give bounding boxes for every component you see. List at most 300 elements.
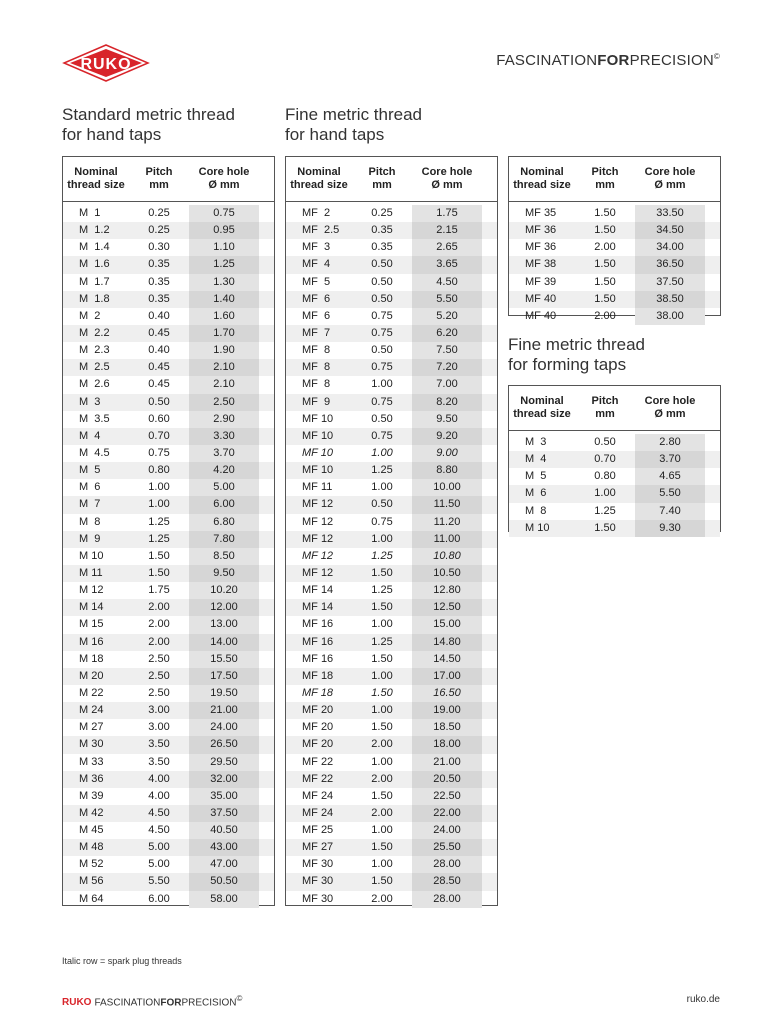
header-line: Ø mm (654, 179, 686, 191)
header-line: thread size (290, 179, 348, 191)
cell-core: 3.65 (412, 256, 482, 273)
table-row (286, 719, 497, 736)
cell-pitch: 2.00 (371, 738, 393, 751)
table-row (63, 668, 274, 685)
cell-size: M 11 (79, 566, 103, 579)
cell-pitch: 1.00 (371, 618, 393, 631)
cell-size: M 48 (79, 841, 104, 854)
cell-core: 8.20 (412, 394, 482, 411)
cell-pitch: 0.70 (594, 453, 616, 466)
table-row (509, 256, 720, 273)
cell-core: 2.80 (635, 434, 705, 451)
cell-size: MF 14 (302, 584, 334, 597)
table-row (63, 616, 274, 633)
cell-core: 36.50 (635, 256, 705, 273)
cell-pitch: 1.50 (594, 207, 616, 219)
cell-pitch: 1.25 (371, 584, 393, 597)
header-line: Pitch (368, 166, 396, 178)
cell-size: M 2 (79, 309, 101, 322)
footnote: Italic row = spark plug threads (62, 956, 182, 966)
table-row (286, 599, 497, 616)
table-header (509, 386, 720, 431)
table-row (63, 342, 274, 359)
title-line: for hand taps (285, 125, 385, 144)
cell-pitch: 6.00 (148, 892, 170, 905)
cell-pitch: 2.00 (594, 309, 616, 322)
table-row (286, 736, 497, 753)
cell-size: MF 10 (302, 429, 334, 442)
cell-size: M 27 (79, 721, 104, 734)
cell-core: 14.00 (189, 634, 259, 651)
table-row (63, 788, 274, 805)
cell-size: M 6 (79, 481, 101, 494)
cell-pitch: 0.50 (371, 275, 393, 288)
cell-core: 1.70 (189, 325, 259, 342)
fine-thread-large-table (508, 156, 721, 322)
cell-core: 24.00 (412, 822, 482, 839)
cell-core: 5.50 (412, 291, 482, 308)
table-row (63, 359, 274, 376)
cell-size: MF 40 (525, 292, 557, 305)
table-row (63, 274, 274, 291)
title-line: Fine metric thread (508, 335, 645, 354)
column-header-nominal (286, 157, 352, 201)
footer-logo: RUKO (62, 997, 92, 1009)
cell-pitch: 0.40 (148, 344, 170, 357)
cell-size: M 10 (525, 521, 550, 534)
table-row (63, 291, 274, 308)
cell-core: 40.50 (189, 822, 259, 839)
table-row (286, 771, 497, 788)
cell-core: 47.00 (189, 856, 259, 873)
cell-core: 16.50 (412, 685, 482, 702)
cell-size: M 10 (79, 549, 104, 562)
cell-core: 10.50 (412, 565, 482, 582)
footer-slogan-part1: FASCINATION (94, 997, 161, 1009)
cell-size: MF 30 (302, 858, 334, 871)
cell-size: M 16 (79, 635, 104, 648)
table-row (63, 479, 274, 496)
cell-pitch: 0.30 (148, 241, 170, 254)
cell-core: 22.50 (412, 788, 482, 805)
cell-size: MF 12 (302, 532, 334, 545)
cell-core: 0.95 (189, 222, 259, 239)
table-row (509, 239, 720, 256)
table-row (509, 308, 720, 325)
cell-core: 14.80 (412, 634, 482, 651)
cell-core: 5.00 (189, 479, 259, 496)
table-row (286, 514, 497, 531)
table-row (286, 479, 497, 496)
cell-size: MF 10 (302, 412, 334, 425)
cell-size: M 1 (79, 207, 101, 219)
cell-size: M 2.2 (79, 326, 110, 339)
cell-size: MF 9 (302, 395, 331, 408)
cell-size: M 33 (79, 755, 104, 768)
cell-size: M 1.4 (79, 241, 110, 254)
cell-core: 1.90 (189, 342, 259, 359)
cell-size: MF 16 (302, 635, 334, 648)
table-row (63, 222, 274, 239)
cell-pitch: 5.50 (148, 875, 170, 888)
column-header-core (635, 157, 705, 201)
cell-core: 15.00 (412, 616, 482, 633)
cell-core: 13.00 (189, 616, 259, 633)
cell-pitch: 0.45 (148, 378, 170, 391)
table-row (63, 394, 274, 411)
cell-pitch: 1.00 (148, 481, 170, 494)
table-row (509, 468, 720, 485)
cell-size: M 45 (79, 824, 104, 837)
cell-pitch: 2.00 (371, 806, 393, 819)
cell-size: M 18 (79, 652, 104, 665)
column-header-pitch (129, 157, 189, 201)
cell-core: 1.60 (189, 308, 259, 325)
table-row (63, 651, 274, 668)
table-row (509, 205, 720, 222)
cell-core: 11.50 (412, 496, 482, 513)
cell-pitch: 0.45 (148, 326, 170, 339)
header-line: thread size (513, 179, 571, 191)
header-line: Ø mm (431, 179, 463, 191)
cell-size: M 14 (79, 601, 104, 614)
logo-text: RUKO (80, 56, 132, 73)
table-row (286, 788, 497, 805)
header-line: Core hole (421, 166, 473, 178)
cell-core: 2.65 (412, 239, 482, 256)
cell-pitch: 1.25 (371, 635, 393, 648)
table-row (286, 256, 497, 273)
column-header-core (635, 386, 705, 430)
cell-core: 6.00 (189, 496, 259, 513)
cell-pitch: 0.70 (148, 429, 170, 442)
cell-pitch: 0.35 (148, 258, 170, 271)
cell-size: M 1.8 (79, 292, 110, 305)
cell-pitch: 0.25 (148, 224, 170, 237)
table-row (286, 308, 497, 325)
table-header (509, 157, 720, 202)
cell-core: 3.70 (635, 451, 705, 468)
cell-size: MF 12 (302, 549, 333, 562)
cell-size: MF 24 (302, 806, 334, 819)
header-line: Core hole (644, 395, 696, 407)
column-header-core (412, 157, 482, 201)
cell-core: 9.00 (412, 445, 482, 462)
cell-core: 11.20 (412, 514, 482, 531)
table-row (286, 222, 497, 239)
cell-pitch: 2.00 (371, 892, 393, 905)
header-line: mm (595, 408, 615, 420)
cell-size: MF 36 (525, 241, 557, 254)
cell-size: MF 20 (302, 704, 334, 717)
cell-size: MF 6 (302, 292, 331, 305)
cell-size: M 3.5 (79, 412, 110, 425)
cell-core: 43.00 (189, 839, 259, 856)
header-line: mm (149, 179, 169, 191)
cell-core: 1.30 (189, 274, 259, 291)
table-row (63, 891, 274, 908)
table-row (286, 496, 497, 513)
table-row (63, 325, 274, 342)
cell-core: 9.30 (635, 520, 705, 537)
cell-size: MF 4 (302, 258, 331, 271)
cell-pitch: 0.35 (148, 292, 170, 305)
cell-core: 25.50 (412, 839, 482, 856)
cell-pitch: 1.75 (148, 584, 170, 597)
cell-pitch: 0.75 (371, 429, 393, 442)
cell-size: MF 40 (525, 309, 557, 322)
cell-size: MF 10 (302, 464, 334, 477)
cell-pitch: 1.50 (371, 686, 393, 699)
footer-brand (62, 994, 242, 1008)
cell-size: M 5 (79, 464, 101, 477)
cell-size: M 4 (79, 429, 101, 442)
cell-pitch: 1.50 (371, 789, 393, 802)
cell-core: 38.00 (635, 308, 705, 325)
table-row (286, 634, 497, 651)
column-header-pitch (575, 386, 635, 430)
header-line: mm (595, 179, 615, 191)
table-row (63, 514, 274, 531)
cell-pitch: 3.50 (148, 738, 170, 751)
cell-core: 7.20 (412, 359, 482, 376)
table-row (286, 651, 497, 668)
header-line: Ø mm (654, 408, 686, 420)
cell-size: MF 12 (302, 515, 334, 528)
cell-size: MF 12 (302, 498, 334, 511)
column-header-nominal (63, 157, 129, 201)
table-row (286, 531, 497, 548)
cell-pitch: 1.00 (371, 532, 393, 545)
header-line: Pitch (591, 166, 619, 178)
cell-pitch: 5.00 (148, 841, 170, 854)
table-row (286, 428, 497, 445)
table-row (286, 582, 497, 599)
cell-size: MF 18 (302, 669, 334, 682)
cell-core: 20.50 (412, 771, 482, 788)
table-row (63, 685, 274, 702)
header-line: Core hole (198, 166, 250, 178)
cell-size: MF 16 (302, 618, 334, 631)
standard-section-title (62, 105, 235, 145)
table-row (286, 342, 497, 359)
cell-size: M 1.7 (79, 275, 110, 288)
table-row (63, 565, 274, 582)
cell-core: 8.80 (412, 462, 482, 479)
table-row (63, 719, 274, 736)
cell-core: 5.50 (635, 485, 705, 502)
cell-core: 18.50 (412, 719, 482, 736)
cell-pitch: 3.50 (148, 755, 170, 768)
table-row (509, 274, 720, 291)
table-row (63, 462, 274, 479)
table-row (286, 822, 497, 839)
cell-pitch: 0.80 (594, 470, 616, 483)
cell-size: MF 7 (302, 326, 331, 339)
table-row (63, 822, 274, 839)
table-row (63, 771, 274, 788)
cell-pitch: 1.00 (371, 704, 393, 717)
header-line: Pitch (591, 395, 619, 407)
slogan-part1: FASCINATION (496, 52, 598, 69)
cell-pitch: 0.35 (148, 275, 170, 288)
cell-size: M 64 (79, 892, 104, 905)
website-link[interactable]: ruko.de (686, 994, 720, 1005)
table-row (63, 634, 274, 651)
cell-pitch: 2.00 (594, 241, 616, 254)
cell-size: MF 22 (302, 772, 334, 785)
cell-pitch: 4.00 (148, 772, 170, 785)
cell-pitch: 2.00 (148, 601, 170, 614)
cell-pitch: 0.50 (371, 498, 393, 511)
cell-pitch: 1.50 (594, 258, 616, 271)
cell-pitch: 0.75 (371, 326, 393, 339)
cell-size: M 8 (525, 504, 547, 517)
cell-pitch: 2.50 (148, 686, 170, 699)
table-row (286, 359, 497, 376)
table-row (286, 702, 497, 719)
cell-pitch: 1.50 (148, 566, 170, 579)
cell-core: 6.20 (412, 325, 482, 342)
cell-core: 28.00 (412, 891, 482, 908)
cell-core: 7.50 (412, 342, 482, 359)
cell-pitch: 0.60 (148, 412, 170, 425)
cell-size: M 42 (79, 806, 104, 819)
cell-pitch: 0.50 (594, 436, 616, 448)
cell-core: 6.80 (189, 514, 259, 531)
cell-pitch: 1.50 (594, 224, 616, 237)
cell-core: 58.00 (189, 891, 259, 908)
table-row (286, 616, 497, 633)
cell-pitch: 1.50 (594, 292, 616, 305)
cell-pitch: 4.50 (148, 824, 170, 837)
table-row (63, 736, 274, 753)
table-row (286, 291, 497, 308)
cell-size: M 39 (79, 789, 104, 802)
cell-pitch: 4.00 (148, 789, 170, 802)
table-row (286, 805, 497, 822)
column-header-nominal (509, 157, 575, 201)
table-row (286, 873, 497, 890)
table-row (63, 702, 274, 719)
cell-core: 34.00 (635, 239, 705, 256)
cell-pitch: 1.25 (594, 504, 616, 517)
cell-size: M 3 (525, 436, 547, 448)
cell-pitch: 0.25 (148, 207, 170, 219)
cell-pitch: 3.00 (148, 721, 170, 734)
cell-size: M 30 (79, 738, 104, 751)
slogan-part3: PRECISION (629, 52, 714, 69)
table-row (63, 411, 274, 428)
title-line: Fine metric thread (285, 105, 422, 124)
cell-pitch: 0.25 (371, 207, 393, 219)
table-row (286, 239, 497, 256)
cell-size: MF 30 (302, 892, 334, 905)
cell-size: M 12 (79, 584, 104, 597)
cell-size: MF 16 (302, 652, 334, 665)
table-row (286, 394, 497, 411)
table-row (286, 856, 497, 873)
cell-pitch: 1.00 (594, 487, 616, 500)
cell-core: 10.80 (412, 548, 482, 565)
cell-pitch: 0.35 (371, 224, 393, 237)
cell-pitch: 1.50 (371, 566, 393, 579)
cell-core: 12.50 (412, 599, 482, 616)
cell-size: MF 8 (302, 344, 331, 357)
table-row (63, 599, 274, 616)
header-line: Nominal (74, 166, 118, 178)
cell-size: M 1.2 (79, 224, 110, 237)
cell-size: MF 14 (302, 601, 334, 614)
cell-size: M 36 (79, 772, 104, 785)
cell-size: M 8 (79, 515, 101, 528)
cell-size: MF 27 (302, 841, 334, 854)
table-row (63, 805, 274, 822)
cell-size: MF 11 (302, 481, 333, 494)
cell-pitch: 0.35 (371, 241, 393, 254)
header-line: Ø mm (208, 179, 240, 191)
column-header-pitch (575, 157, 635, 201)
table-row (509, 291, 720, 308)
cell-pitch: 1.25 (371, 549, 393, 562)
cell-size: M 2.5 (79, 361, 110, 374)
cell-size: M 6 (525, 487, 547, 500)
table-row (63, 754, 274, 771)
column-header-nominal (509, 386, 575, 430)
header-line: Nominal (520, 395, 564, 407)
header-line: thread size (67, 179, 125, 191)
cell-size: MF 38 (525, 258, 557, 271)
table-row (63, 496, 274, 513)
cell-size: MF 8 (302, 361, 331, 374)
cell-pitch: 0.50 (371, 412, 393, 425)
cell-core: 29.50 (189, 754, 259, 771)
cell-core: 3.70 (189, 445, 259, 462)
table-row (286, 754, 497, 771)
cell-core: 2.15 (412, 222, 482, 239)
title-line: for forming taps (508, 355, 627, 374)
cell-pitch: 3.00 (148, 704, 170, 717)
cell-pitch: 2.50 (148, 669, 170, 682)
header-line: thread size (513, 408, 571, 420)
cell-core: 5.20 (412, 308, 482, 325)
cell-core: 15.50 (189, 651, 259, 668)
slogan (496, 52, 720, 69)
cell-pitch: 1.50 (148, 549, 170, 562)
cell-size: MF 6 (302, 309, 331, 322)
cell-core: 35.00 (189, 788, 259, 805)
cell-pitch: 0.75 (371, 515, 393, 528)
cell-core: 2.90 (189, 411, 259, 428)
cell-size: MF 30 (302, 875, 334, 888)
cell-size: MF 10 (302, 446, 333, 459)
cell-pitch: 1.00 (148, 498, 170, 511)
footer-slogan-mark: © (236, 994, 243, 1003)
cell-pitch: 0.50 (371, 292, 393, 305)
table-row (509, 434, 720, 451)
cell-core: 1.75 (412, 205, 482, 222)
cell-size: MF 2.5 (302, 224, 340, 237)
cell-pitch: 1.00 (371, 858, 393, 871)
cell-size: M 4.5 (79, 446, 110, 459)
cell-pitch: 1.50 (594, 275, 616, 288)
cell-core: 22.00 (412, 805, 482, 822)
cell-size: M 9 (79, 532, 101, 545)
cell-core: 7.00 (412, 376, 482, 393)
forming-section-title (508, 335, 645, 375)
cell-size: M 2.3 (79, 344, 110, 357)
cell-size: M 20 (79, 669, 104, 682)
